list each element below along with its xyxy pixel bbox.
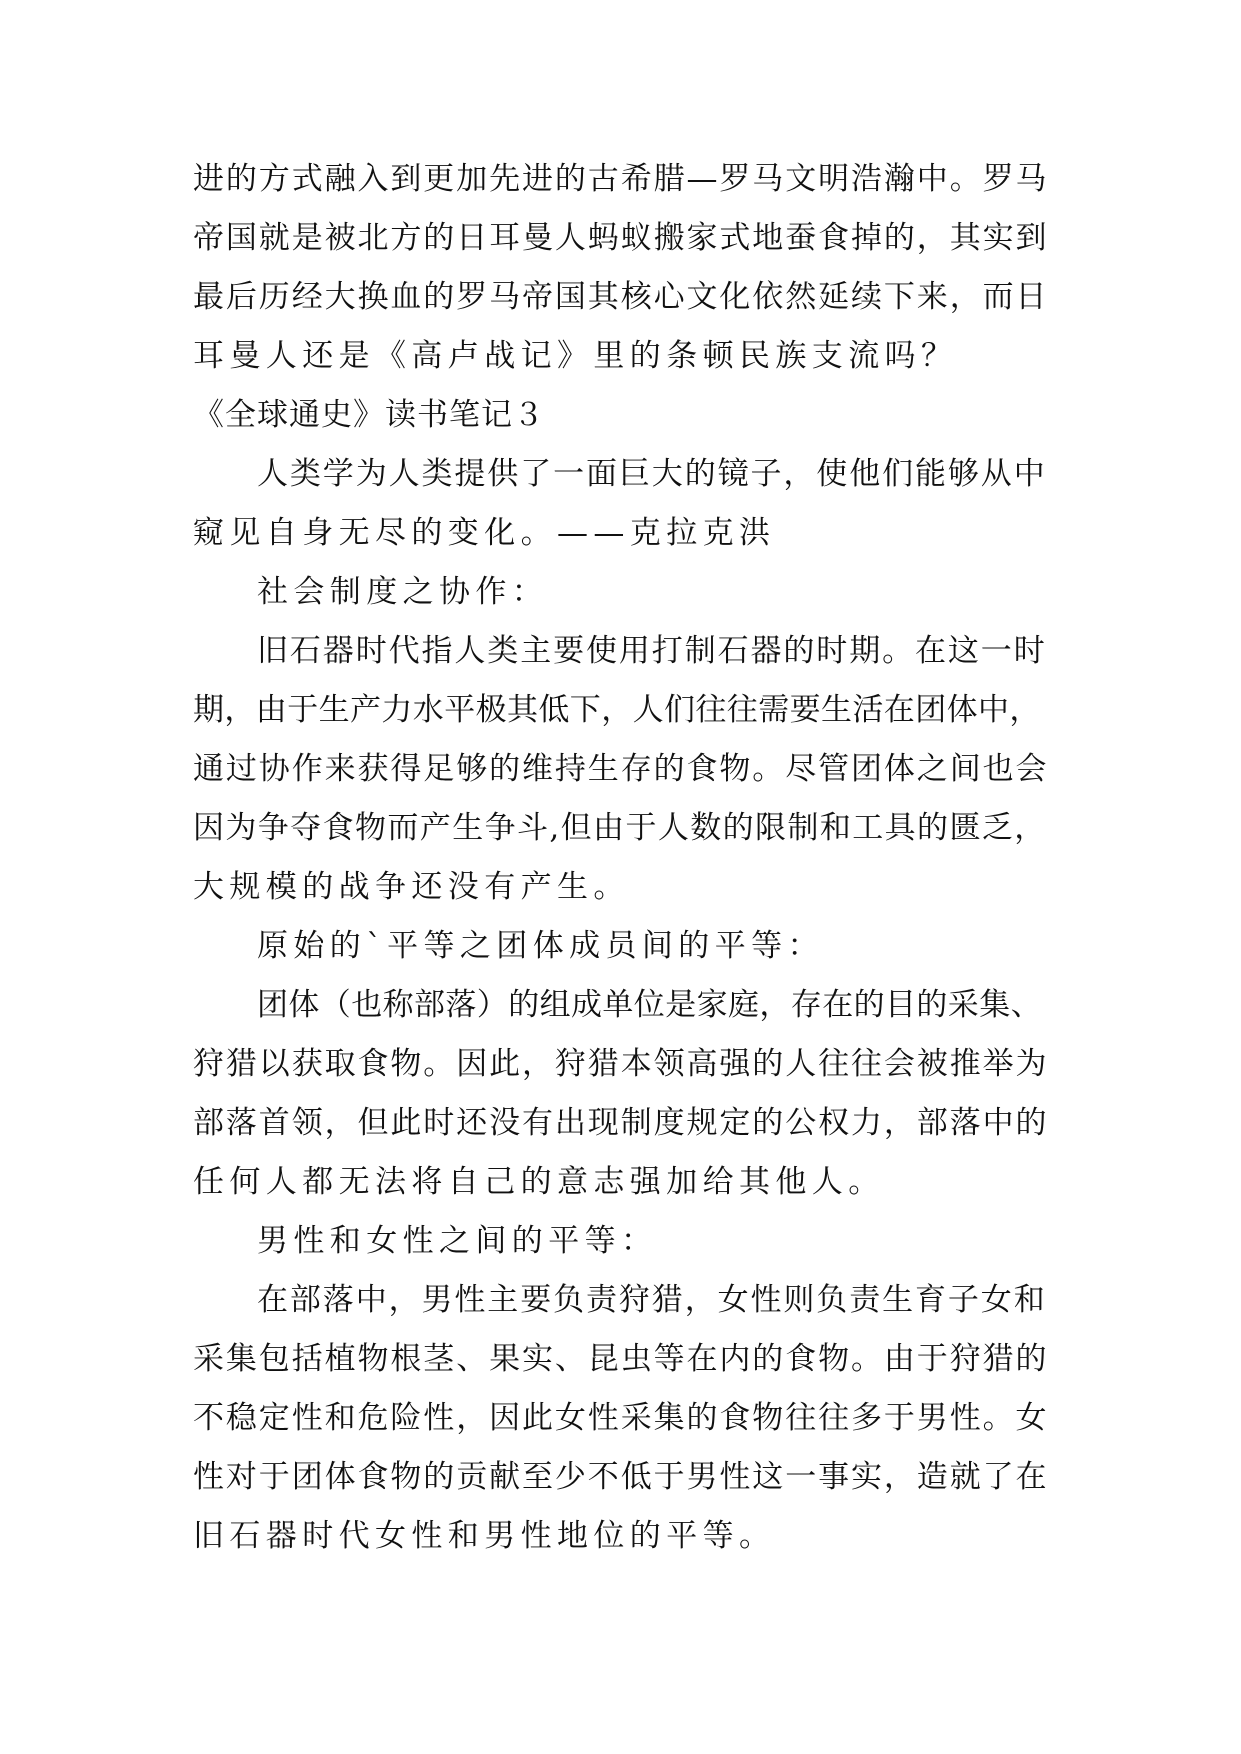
- text-line: 人类学为人类提供了一面巨大的镜子，使他们能够从中: [257, 456, 1047, 492]
- text-line: 旧石器时代指人类主要使用打制石器的时期。在这一时: [257, 633, 1047, 669]
- text-line: 窥见自身无尽的变化。——克拉克洪: [193, 515, 776, 551]
- text-line: 进的方式融入到更加先进的古希腊—罗马文明浩瀚中。罗马: [193, 161, 1049, 197]
- text-line: 狩猎以获取食物。因此，狩猎本领高强的人往往会被推举为: [193, 1046, 1049, 1082]
- text-line: 旧石器时代女性和男性地位的平等。: [193, 1518, 776, 1554]
- text-line: 通过协作来获得足够的维持生存的食物。尽管团体之间也会: [193, 751, 1049, 787]
- text-line: 部落首领，但此时还没有出现制度规定的公权力，部落中的: [193, 1105, 1049, 1141]
- text-line: 采集包括植物根茎、果实、昆虫等在内的食物。由于狩猎的: [193, 1341, 1049, 1377]
- text-line: 男性和女性之间的平等：: [257, 1223, 658, 1259]
- text-line: 期，由于生产力水平极其低下，人们往往需要生活在团体中，: [193, 692, 1041, 728]
- text-line: 因为争夺食物而产生争斗,但由于人数的限制和工具的匮乏，: [193, 810, 1047, 846]
- text-line: 社会制度之协作：: [257, 574, 549, 610]
- text-line: 不稳定性和危险性，因此女性采集的食物往往多于男性。女: [193, 1400, 1049, 1436]
- text-line: 在部落中，男性主要负责狩猎，女性则负责生育子女和: [257, 1282, 1047, 1318]
- text-line: 耳曼人还是《高卢战记》里的条顿民族支流吗？: [193, 338, 958, 374]
- text-line: 大规模的战争还没有产生。: [193, 869, 630, 905]
- text-line: 最后历经大换血的罗马帝国其核心文化依然延续下来，而日: [193, 279, 1049, 315]
- text-line: 团体（也称部落）的组成单位是家庭，存在的目的采集、: [257, 987, 1042, 1023]
- text-line: 原始的`平等之团体成员间的平等：: [257, 928, 824, 964]
- text-line: 性对于团体食物的贡献至少不低于男性这一事实，造就了在: [193, 1459, 1049, 1495]
- text-line: 任何人都无法将自己的意志强加给其他人。: [193, 1164, 885, 1200]
- text-line: 帝国就是被北方的日耳曼人蚂蚁搬家式地蚕食掉的，其实到: [193, 220, 1049, 256]
- section-heading: 《全球通史》读书笔记３: [193, 397, 545, 433]
- document-body: [193, 150, 1053, 1566]
